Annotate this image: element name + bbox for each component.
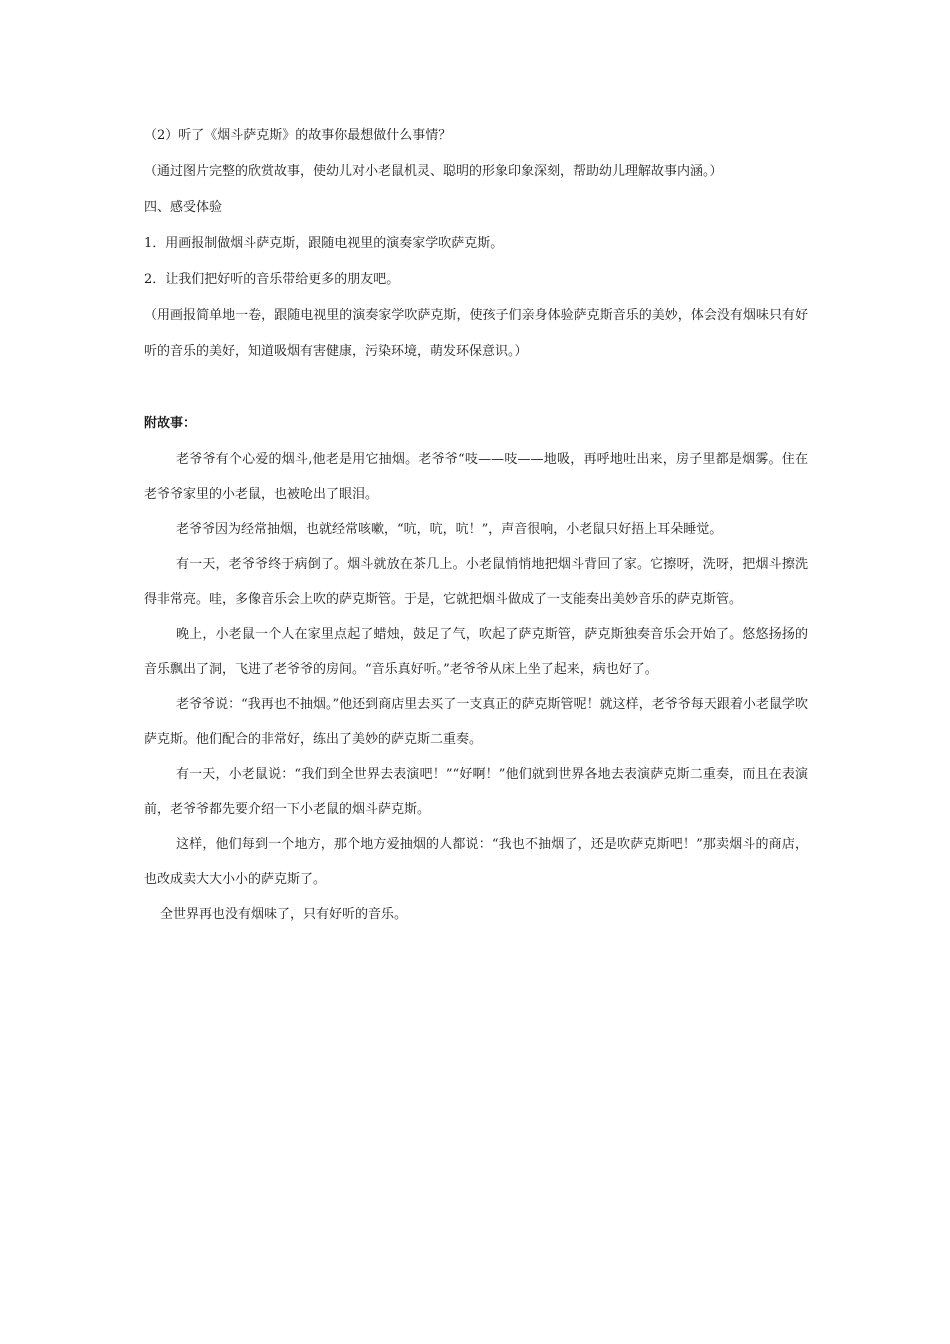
story-paragraph: 有一天，老爷爷终于病倒了。烟斗就放在茶几上。小老鼠悄悄地把烟斗背回了家。它擦呀，洗呀，把烟斗擦洗得非常亮。哇，多像音乐会上吹的萨克斯管。于是，它就把烟斗做成了一支能奏出美妙音乐的萨克斯管。	[144, 557, 808, 607]
story-paragraph: 晚上，小老鼠一个人在家里点起了蜡烛，鼓足了气，吹起了萨克斯管，萨克斯独奏音乐会开始了。悠悠扬扬的音乐飘出了洞，飞进了老爷爷的房间。“音乐真好听。”老爷爷从床上坐了起来，病也好了。	[144, 627, 808, 677]
story-paragraph: 老爷爷有个心爱的烟斗,他老是用它抽烟。老爷爷“吱——吱——地吸，再呼地吐出来，房子里都是烟雾。住在老爷爷家里的小老鼠，也被呛出了眼泪。	[144, 452, 808, 502]
document-page	[144, 118, 808, 932]
teaching-note-2: （用画报简单地一卷，跟随电视里的演奏家学吹萨克斯，使孩子们亲身体验萨克斯音乐的美妙，体会没有烟味只有好听的音乐的美好，知道吸烟有害健康，污染环境，萌发环保意识。）	[144, 308, 808, 359]
story-paragraph: 老爷爷因为经常抽烟，也就经常咳嗽，“吭，吭，吭！”，声音很响，小老鼠只好捂上耳朵睡觉。	[176, 522, 723, 537]
spacer	[144, 370, 808, 406]
section-4-title: 四、感受体验	[144, 200, 223, 215]
story-paragraph: 老爷爷说：“我再也不抽烟。”他还到商店里去买了一支真正的萨克斯管呢！就这样，老爷爷每天跟着小老鼠学吹萨克斯。他们配合的非常好，练出了美妙的萨克斯二重奏。	[144, 697, 808, 747]
story-paragraph: 有一天，小老鼠说：“我们到全世界去表演吧！”“好啊！”他们就到世界各地去表演萨克斯二重奏，而且在表演前，老爷爷都先要介绍一下小老鼠的烟斗萨克斯。	[144, 767, 808, 817]
teaching-note-1: （通过图片完整的欣赏故事，使幼儿对小老鼠机灵、聪明的形象印象深刻，帮助幼儿理解故事内涵。）	[144, 164, 723, 179]
story-title: 附故事：	[144, 416, 197, 431]
question-2: （2）听了《烟斗萨克斯》的故事你最想做什么事情？	[144, 128, 452, 143]
step-1: 1．用画报制做烟斗萨克斯，跟随电视里的演奏家学吹萨克斯。	[144, 236, 504, 251]
story-ending: 全世界再也没有烟味了，只有好听的音乐。	[160, 907, 408, 922]
step-2: 2．让我们把好听的音乐带给更多的朋友吧。	[144, 272, 400, 287]
story-paragraph: 这样，他们每到一个地方，那个地方爱抽烟的人都说：“我也不抽烟了，还是吹萨克斯吧！”那卖烟斗的商店，也改成卖大大小小的萨克斯了。	[144, 837, 808, 887]
